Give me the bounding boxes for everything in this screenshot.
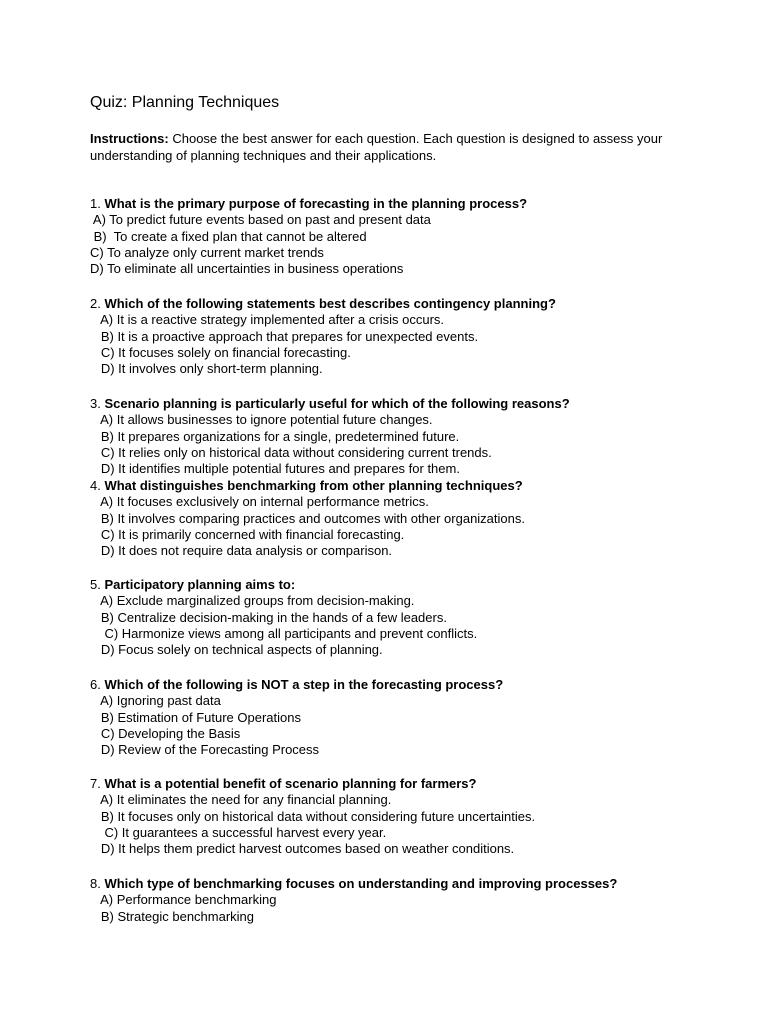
answer-option-a: A) Exclude marginalized groups from decision-making. [90,593,415,609]
question-text: Scenario planning is particularly useful for which of the following reasons? [104,396,570,411]
question-line [90,396,730,412]
answer-option-b: B) Strategic benchmarking [90,908,255,924]
question-line [90,577,730,593]
answer-option-a: A) Ignoring past data [90,693,221,709]
answer-option-a: A) Performance benchmarking [90,892,277,908]
answer-option-b: B) To create a fixed plan that cannot be altered [90,228,367,244]
answer-option-c: C) Harmonize views among all participants and prevent conflicts. [90,625,478,641]
question-number: 3. [90,396,105,411]
answer-option-c: C) It focuses solely on financial forecasting. [90,344,351,360]
question-number: 6. [90,677,105,692]
answer-option-c: C) To analyze only current market trends [90,244,324,260]
answer-option-a: A) It focuses exclusively on internal performance metrics. [90,494,429,510]
answer-option-d: D) It involves only short-term planning. [90,361,323,377]
question-line [90,876,730,892]
answer-option-b: B) It prepares organizations for a single, predetermined future. [90,428,460,444]
question-number: 2. [90,296,105,311]
question-8 [90,876,730,925]
answer-option-a: A) It is a reactive strategy implemented after a crisis occurs. [90,312,445,328]
question-5 [90,577,730,658]
answer-option-d: D) Focus solely on technical aspects of planning. [90,642,383,658]
answer-option-b: B) It involves comparing practices and outcomes with other organizations. [90,510,525,526]
question-text: What is a potential benefit of scenario planning for farmers? [104,776,477,791]
question-line [90,478,730,494]
answer-option-c: C) Developing the Basis [90,725,241,741]
answer-option-b: B) Estimation of Future Operations [90,709,301,725]
question-text: Which of the following is NOT a step in the forecasting process? [104,677,504,692]
page-title: Quiz: Planning Techniques [90,94,280,111]
answer-option-a: A) To predict future events based on past and present data [90,212,431,228]
question-line [90,296,730,312]
instructions-text: Choose the best answer for each question. Each question is designed to assess your understanding of planning techniques and their applications. [90,131,663,163]
question-text: What is the primary purpose of forecasting in the planning process? [104,196,528,211]
answer-option-d: D) Review of the Forecasting Process [90,742,320,758]
answer-option-b: B) It focuses only on historical data without considering future uncertainties. [90,808,536,824]
answer-option-a: A) It allows businesses to ignore potential future changes. [90,412,433,428]
answer-option-b: B) Centralize decision-making in the hands of a few leaders. [90,609,447,625]
instructions-label: Instructions: [90,131,169,146]
question-4 [90,478,730,559]
question-3 [90,396,730,477]
question-line [90,196,730,212]
question-text: Participatory planning aims to: [104,577,296,592]
question-text: Which type of benchmarking focuses on understanding and improving processes? [104,876,618,891]
question-number: 8. [90,876,105,891]
instructions-paragraph [90,130,690,164]
answer-option-c: C) It is primarily concerned with financial forecasting. [90,526,405,542]
question-number: 4. [90,478,105,493]
question-number: 1. [90,196,105,211]
answer-option-b: B) It is a proactive approach that prepares for unexpected events. [90,328,479,344]
question-6 [90,677,730,758]
answer-option-c: C) It relies only on historical data without considering current trends. [90,444,492,460]
question-text: Which of the following statements best describes contingency planning? [104,296,556,311]
answer-option-d: D) To eliminate all uncertainties in business operations [90,261,404,277]
answer-option-d: D) It identifies multiple potential futures and prepares for them. [90,461,460,477]
question-7 [90,776,730,857]
answer-option-d: D) It does not require data analysis or comparison. [90,543,393,559]
question-text: What distinguishes benchmarking from other planning techniques? [104,478,523,493]
question-number: 7. [90,776,105,791]
question-2 [90,296,730,377]
answer-option-c: C) It guarantees a successful harvest every year. [90,824,387,840]
answer-option-d: D) It helps them predict harvest outcomes based on weather conditions. [90,841,515,857]
question-line [90,677,730,693]
answer-option-a: A) It eliminates the need for any financial planning. [90,792,392,808]
question-number: 5. [90,577,105,592]
question-line [90,776,730,792]
question-1 [90,196,730,277]
